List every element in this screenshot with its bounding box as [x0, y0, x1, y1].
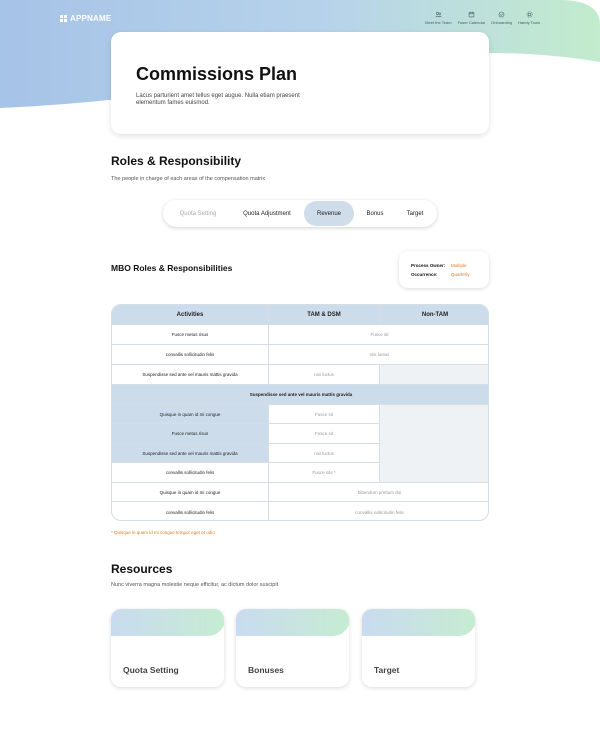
nav-item-onboarding[interactable]: [491, 11, 512, 25]
plan-subtitle: Lacus parturient amet tellus eget augue. Nulla etiam praesent elementum fames euismod.: [136, 93, 300, 106]
nav-item-calendar[interactable]: [458, 11, 486, 25]
table-row-activity: Fusce metus risus: [112, 424, 269, 444]
table-row-value: nisi luctus: [269, 444, 380, 463]
table-footnote: * Quisque in quam id mi congue tempor eget et odio: [111, 530, 215, 535]
card-gradient-band: [111, 609, 224, 636]
table-row-value: Fusce sit: [269, 325, 489, 345]
tools-icon: [526, 11, 533, 18]
roles-subtitle: The people in charge of each areas of the compensation matrix: [111, 176, 266, 182]
table-row-value: bibendum pretium dui: [269, 483, 489, 502]
nav-label: Meet the Team: [425, 20, 452, 25]
tab-bonus[interactable]: Bonus: [366, 210, 384, 217]
page-title: Commissions Plan: [136, 64, 298, 84]
mbo-title: MBO Roles & Responsibilities: [111, 263, 233, 273]
table-row-activity: Fusce metus risus: [112, 325, 269, 345]
tab-quota-adjustment[interactable]: Quota Adjustment: [243, 210, 291, 217]
grid-logo-icon: [60, 15, 67, 22]
resource-card-label: Quota Setting: [123, 665, 179, 675]
table-row-activity: Quisque in quam id mi congue: [112, 483, 269, 502]
owner-value: Multiple: [451, 263, 467, 268]
top-nav: [425, 11, 540, 25]
nav-label: Fuser Calendar: [457, 20, 486, 25]
onboarding-icon: [498, 11, 505, 18]
table-header-tam: TAM & DSM: [269, 305, 380, 325]
table-row-activity: convallis sollicitudin felis: [112, 502, 269, 521]
table-row-value: Fusce sit: [269, 405, 380, 424]
occurrence-label: Occurrence:: [411, 272, 438, 277]
resource-card-label: Bonuses: [248, 665, 284, 675]
table-row-activity: Suspendisse sed ante vel mauris mattis gravida: [112, 444, 269, 463]
mbo-table: [111, 304, 489, 521]
nav-item-team[interactable]: [425, 11, 451, 25]
resource-card-bonuses[interactable]: [236, 609, 349, 687]
plan-card: [111, 32, 489, 134]
process-owner-card: [399, 251, 489, 288]
team-icon: [435, 11, 442, 18]
nav-label: Onboarding: [491, 20, 513, 25]
tab-revenue[interactable]: Revenue: [304, 201, 354, 226]
table-header-activities: Activities: [112, 305, 269, 325]
table-row-activity: Suspendisse sed ante vel mauris mattis gravida: [112, 365, 269, 385]
resource-card-quota-setting[interactable]: [111, 609, 224, 687]
app-logo[interactable]: [60, 14, 111, 23]
owner-label: Process Owner:: [411, 263, 446, 268]
table-row-value: Fusce sit: [269, 424, 380, 444]
roles-tabs: [163, 200, 437, 227]
table-empty-cell: [380, 365, 489, 385]
table-header-non-tam: Non-TAM: [380, 305, 489, 325]
tab-target[interactable]: Target: [406, 210, 424, 217]
calendar-icon: [468, 11, 475, 18]
table-row-value: Fusce sits *: [269, 463, 380, 483]
resources-title: Resources: [111, 562, 173, 576]
table-row-value: nisi luctus: [269, 345, 489, 365]
occurrence-value: Quarterly: [451, 272, 470, 277]
table-row-value: nisi luctus: [269, 365, 380, 385]
table-row-activity: Quisque in quam id mi congue: [112, 405, 269, 424]
table-row-value: convallis sollicitudin felis: [355, 509, 404, 515]
card-gradient-band: [362, 609, 475, 636]
card-gradient-band: [236, 609, 349, 636]
resource-card-label: Target: [374, 665, 400, 675]
table-row-activity: convallis sollicitudin felis: [112, 463, 269, 483]
resource-card-target[interactable]: [362, 609, 475, 687]
app-name: APPNAME: [70, 14, 112, 23]
table-empty-cell: [380, 405, 489, 483]
table-section-row: Suspendisse sed ante vel mauris mattis gravida: [112, 385, 489, 405]
nav-label: Handy Tools: [518, 20, 540, 25]
nav-item-tools[interactable]: [518, 11, 540, 25]
resources-subtitle: Nunc viverra magna molestie neque efficitur, ac dictum dolor suscipit: [111, 582, 279, 588]
roles-title: Roles & Responsibility: [111, 154, 242, 168]
tab-quota-setting[interactable]: Quota Setting: [179, 210, 217, 217]
table-row-activity: convallis sollicitudin felis: [112, 345, 269, 365]
